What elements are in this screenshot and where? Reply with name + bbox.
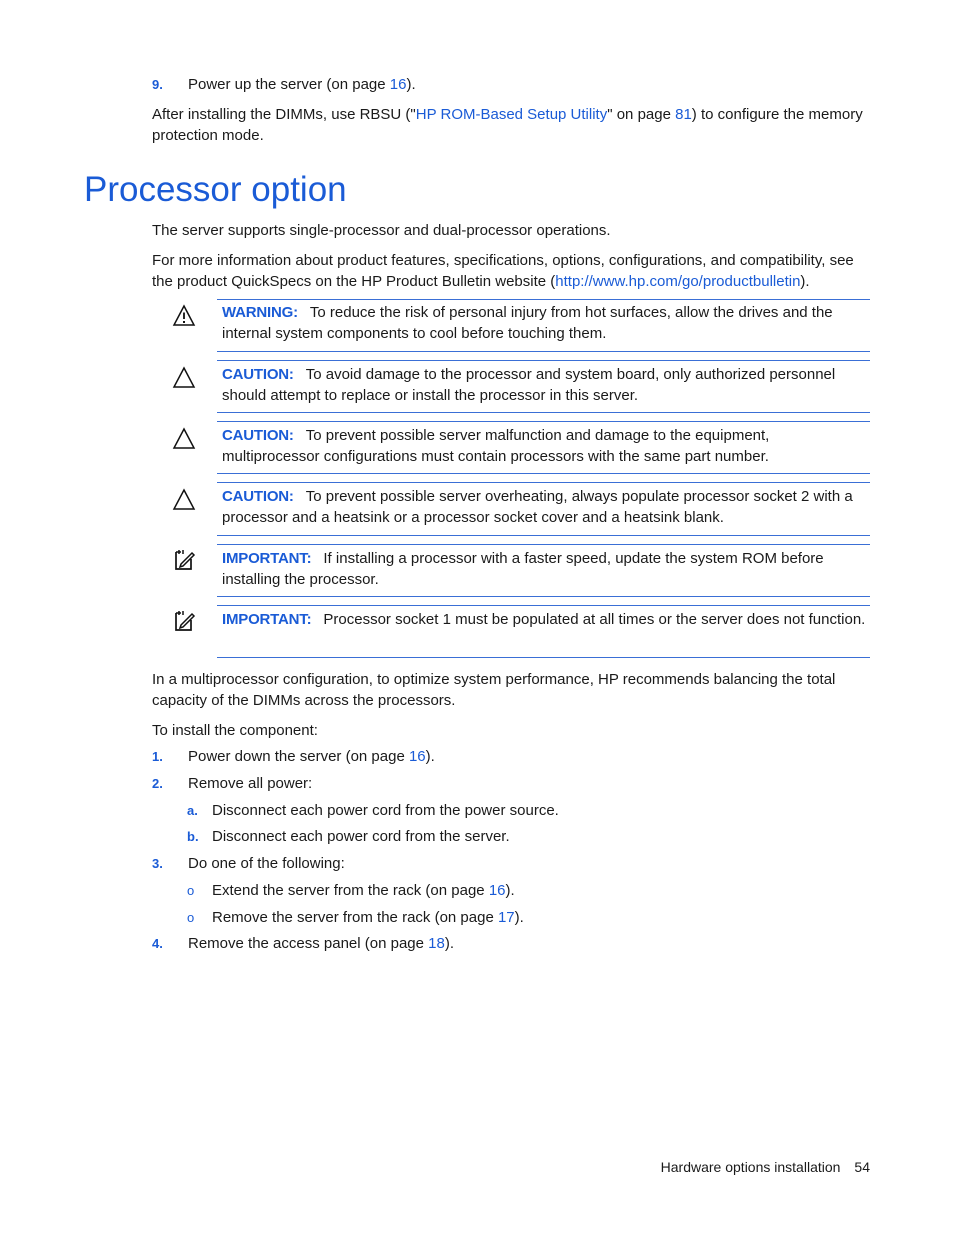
step-number: 3.: [152, 856, 163, 871]
step-text-end: ).: [444, 935, 455, 952]
substep-marker: a.: [187, 803, 198, 818]
warning-notice: [222, 303, 870, 344]
section-title: Processor option: [84, 170, 347, 209]
notice-label: IMPORTANT:: [222, 550, 312, 567]
substep-a: [187, 801, 867, 822]
intro-paragraph: The server supports single-processor and dual-processor operations.: [152, 222, 611, 239]
page-link[interactable]: 17: [497, 909, 515, 926]
paragraph-text: ).: [800, 272, 810, 290]
important-notice: [222, 610, 870, 631]
notice-rule-bottom: [217, 412, 870, 413]
page-link[interactable]: 16: [408, 748, 426, 765]
rbsu-paragraph: [152, 105, 872, 146]
notice-rule-bottom: [217, 596, 870, 597]
substep-text-end: ).: [505, 882, 515, 899]
notice-text: To avoid damage to the processor and system board, only authorized personnel should attempt to replace or install the processor in this server.: [222, 366, 836, 404]
notice-text: If installing a processor with a faster speed, update the system ROM before installing the processor.: [222, 550, 824, 588]
substep-text: Disconnect each power cord from the server.: [212, 828, 510, 845]
notice-rule-bottom: [217, 351, 870, 352]
notice-label: CAUTION:: [222, 488, 294, 505]
notice-rule-top: [217, 605, 870, 606]
bullet-marker: o: [187, 883, 195, 898]
substep-text-end: ).: [514, 909, 524, 926]
step-2: [152, 774, 872, 795]
paragraph-text: For more information about product features, specifications, options, configurations, and compatibility, see the product QuickSpecs on the HP Product Bulletin website (: [152, 252, 854, 290]
page-link[interactable]: 18: [428, 935, 445, 952]
multiprocessor-paragraph: In a multiprocessor configuration, to optimize system performance, HP recommends balancing the total capacity of the DIMMs across the processors.: [152, 671, 836, 709]
page-link[interactable]: 16: [488, 882, 506, 899]
step-text: Remove all power:: [188, 775, 313, 792]
caution-notice: [222, 426, 870, 467]
notice-label: WARNING:: [222, 304, 298, 321]
notice-text: To prevent possible server malfunction and damage to the equipment, multiprocessor configurations must contain processors with the same part number.: [222, 427, 770, 465]
step-text-end: ).: [425, 748, 435, 765]
step-number: 2.: [152, 776, 163, 791]
step-text: Power up the server (on page: [188, 76, 390, 93]
step-text: Power down the server (on page: [188, 748, 409, 765]
important-icon: [172, 548, 196, 572]
step-4: [152, 934, 872, 955]
substep-b: [187, 827, 867, 848]
step-1: [152, 747, 872, 768]
caution-icon: [172, 488, 196, 512]
step-number: 4.: [152, 936, 163, 951]
notice-text: To prevent possible server overheating, always populate processor socket 2 with a processor and a heatsink or a processor socket cover and a heatsink blank.: [222, 488, 853, 526]
more-info-paragraph: [152, 251, 872, 292]
paragraph-text: " on page: [607, 106, 676, 123]
install-intro: To install the component:: [152, 722, 318, 739]
notice-rule-top: [217, 360, 870, 361]
notice-rule-top: [217, 544, 870, 545]
notice-rule-top: [217, 299, 870, 300]
notice-rule-bottom: [217, 535, 870, 536]
warning-icon: [172, 304, 196, 328]
step-number: 1.: [152, 749, 163, 764]
important-icon: [172, 609, 196, 633]
substep-text: Remove the server from the rack (on page: [212, 909, 498, 926]
caution-icon: [172, 427, 196, 451]
productbulletin-link[interactable]: http://www.hp.com/go/productbulletin: [555, 272, 801, 290]
substep-o2: [187, 908, 867, 929]
caution-notice: [222, 365, 870, 406]
step-text-end: ).: [406, 76, 416, 93]
notice-label: IMPORTANT:: [222, 611, 312, 628]
notice-rule-bottom: [217, 473, 870, 474]
notice-text: To reduce the risk of personal injury from hot surfaces, allow the drives and the internal system components to cool before touching them.: [222, 304, 833, 342]
paragraph-text: After installing the DIMMs, use RBSU (": [152, 106, 416, 123]
notice-label: CAUTION:: [222, 366, 294, 383]
caution-notice: [222, 487, 870, 528]
footer-section-title: Hardware options installation: [660, 1159, 841, 1175]
caution-icon: [172, 366, 196, 390]
page-link[interactable]: 81: [675, 106, 692, 123]
notice-label: CAUTION:: [222, 427, 294, 444]
page-footer: [661, 1157, 870, 1178]
step-text: Do one of the following:: [188, 855, 345, 872]
page-number: 54: [854, 1159, 870, 1175]
substep-o1: [187, 881, 867, 902]
paragraph-text: ) to configure the memory protection mode.: [152, 106, 863, 144]
notice-rule-bottom: [217, 657, 870, 658]
bullet-marker: o: [187, 910, 195, 925]
important-notice: [222, 549, 870, 590]
rbsu-link[interactable]: HP ROM-Based Setup Utility: [415, 106, 608, 123]
notice-text: Processor socket 1 must be populated at all times or the server does not function.: [323, 611, 866, 628]
notice-rule-top: [217, 421, 870, 422]
substep-text: Extend the server from the rack (on page: [212, 882, 489, 899]
step-3: [152, 854, 872, 875]
step-text: Remove the access panel (on page: [188, 935, 429, 952]
notice-rule-top: [217, 482, 870, 483]
page-link[interactable]: 16: [389, 76, 407, 93]
step-9: [152, 75, 872, 96]
substep-text: Disconnect each power cord from the power source.: [212, 802, 559, 819]
substep-marker: b.: [187, 829, 199, 844]
step-number: 9.: [152, 77, 163, 92]
